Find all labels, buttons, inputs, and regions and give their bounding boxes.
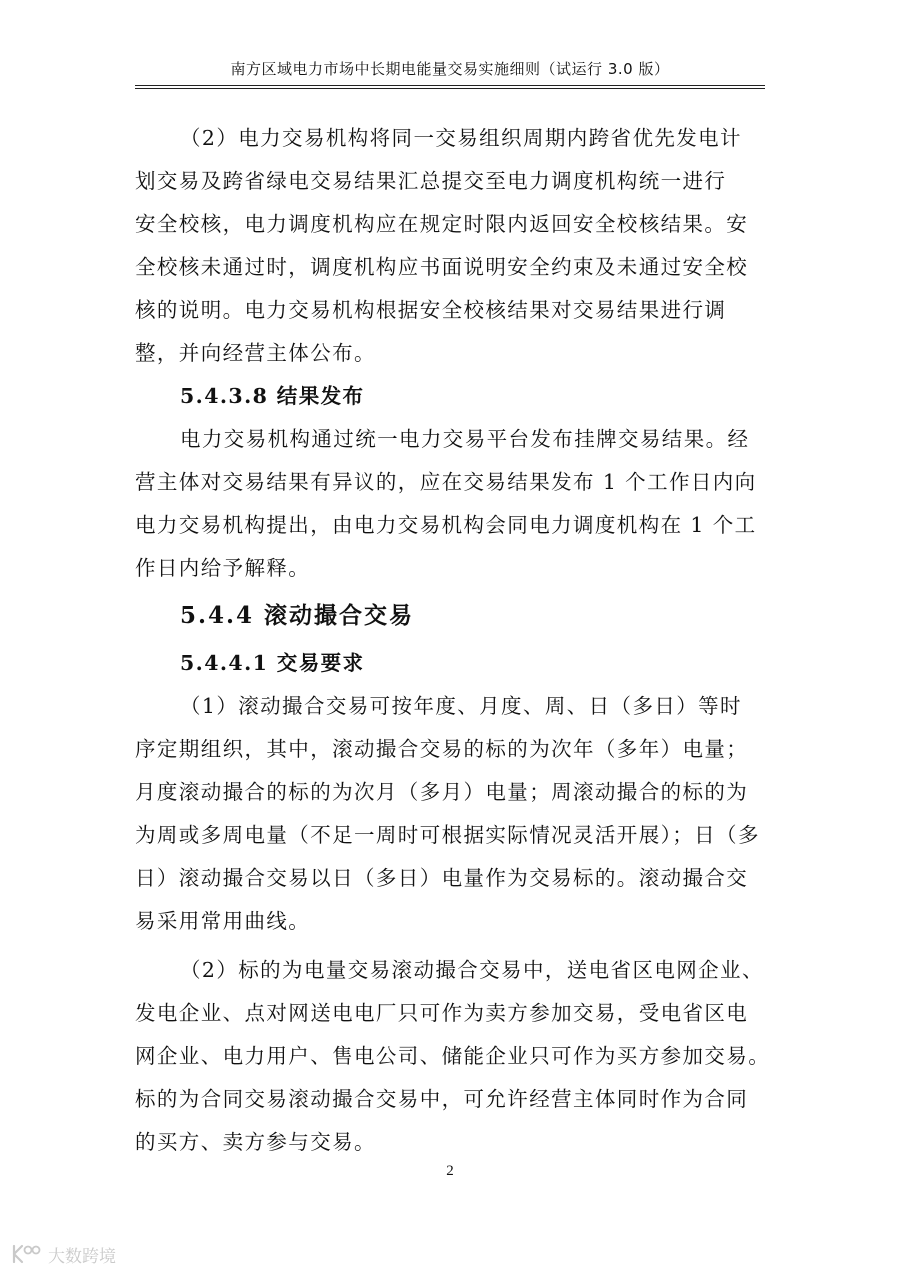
- heading-5-4-4: 5.4.4 滚动撮合交易: [180, 602, 415, 629]
- text-line: 电力交易机构提出，由电力交易机构会同电力调度机构在 1 个工: [135, 513, 757, 537]
- paragraph-rolling-match-1: [135, 685, 765, 943]
- watermark-text: 大数跨境: [48, 1246, 116, 1267]
- text-line: 核的说明。电力交易机构根据安全校核结果对交易结果进行调: [135, 298, 727, 322]
- text-line: 划交易及跨省绿电交易结果汇总提交至电力调度机构统一进行: [135, 169, 727, 193]
- heading-5-4-3-8: 5.4.3.8 结果发布: [180, 384, 365, 408]
- text-line: 的买方、卖方参与交易。: [135, 1130, 376, 1154]
- text-line: 序定期组织，其中，滚动撮合交易的标的为次年（多年）电量；: [135, 737, 749, 761]
- text-line: 作日内给予解释。: [135, 556, 311, 580]
- text-line: 日）滚动撮合交易以日（多日）电量作为交易标的。滚动撮合交: [135, 866, 749, 890]
- text-line: 整，并向经营主体公布。: [135, 341, 376, 365]
- text-line: 月度滚动撮合的标的为次月（多月）电量；周滚动撮合的标的为: [135, 780, 749, 804]
- text-line: （1）滚动撮合交易可按年度、月度、周、日（多日）等时: [180, 694, 742, 718]
- text-line: 电力交易机构通过统一电力交易平台发布挂牌交易结果。经: [180, 427, 750, 451]
- text-line: 网企业、电力用户、售电公司、储能企业只可作为买方参加交易。: [135, 1044, 771, 1068]
- brand-logo-icon: [8, 1242, 44, 1266]
- text-line: 安全校核，电力调度机构应在规定时限内返回安全校核结果。安: [135, 212, 749, 236]
- heading-5-4-4-1: 5.4.4.1 交易要求: [180, 651, 365, 675]
- paragraph-result-publish: [135, 418, 765, 590]
- document-body: [135, 117, 771, 1164]
- text-line: 发电企业、点对网送电电厂只可作为卖方参加交易，受电省区电: [135, 1001, 749, 1025]
- paragraph-security-check: [135, 117, 765, 375]
- text-line: （2）标的为电量交易滚动撮合交易中，送电省区电网企业、: [180, 958, 764, 982]
- text-line: 易采用常用曲线。: [135, 909, 311, 933]
- text-line: （2）电力交易机构将同一交易组织周期内跨省优先发电计: [180, 126, 742, 150]
- running-header: 南方区域电力市场中长期电能量交易实施细则（试运行 3.0 版）: [230, 60, 670, 78]
- paragraph-rolling-match-2: [135, 949, 771, 1164]
- text-line: 全校核未通过时，调度机构应书面说明安全约束及未通过安全校: [135, 255, 749, 279]
- page-number: 2: [446, 1163, 454, 1179]
- text-line: 营主体对交易结果有异议的，应在交易结果发布 1 个工作日内向: [135, 470, 757, 494]
- text-line: 标的为合同交易滚动撮合交易中，可允许经营主体同时作为合同: [135, 1087, 749, 1111]
- watermark: [8, 1240, 116, 1268]
- header-rule-thin: [135, 85, 765, 86]
- text-line: 为周或多周电量（不足一周时可根据实际情况灵活开展）；日（多: [135, 823, 760, 847]
- header-rule-thick: [135, 88, 765, 89]
